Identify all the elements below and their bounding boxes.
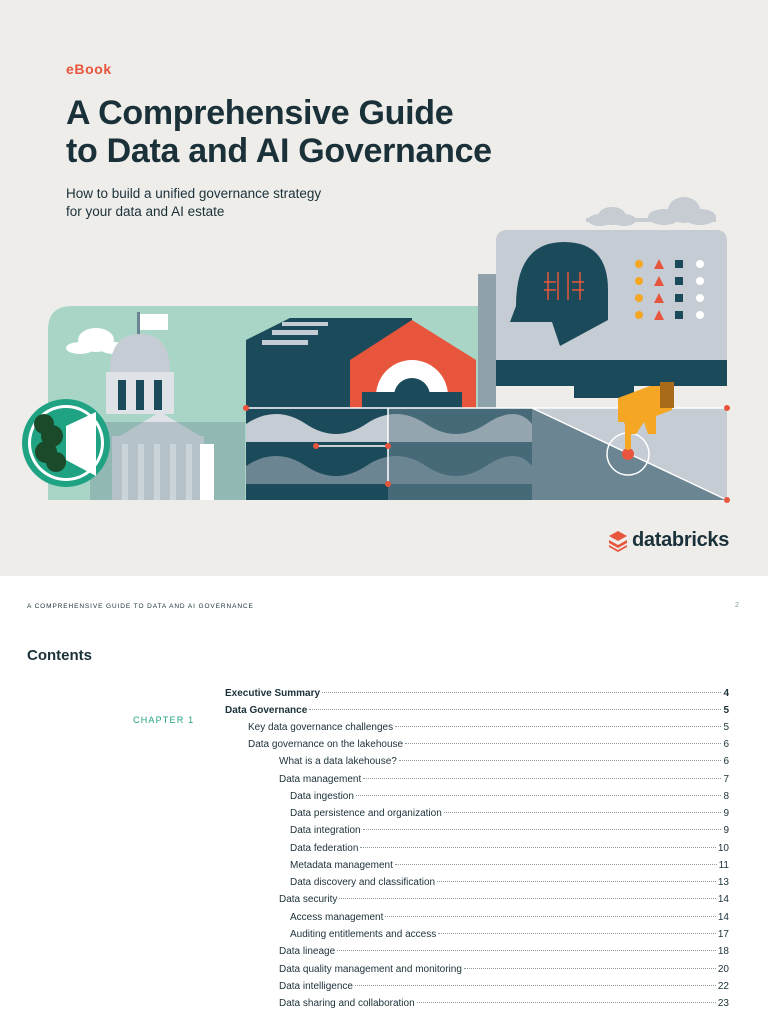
cover-title-line: to Data and AI Governance: [66, 132, 492, 170]
toc-entry[interactable]: [279, 894, 729, 908]
toc-entry[interactable]: [225, 688, 729, 702]
toc-entry-label: Data federation: [290, 843, 359, 854]
cloud-icon: [586, 197, 716, 226]
running-head: A COMPREHENSIVE GUIDE TO DATA AND AI GOVERNANCE: [27, 603, 254, 610]
toc-entry-page: 23: [717, 998, 729, 1009]
toc-entry-page: 13: [717, 877, 729, 888]
toc-leader-dots: [385, 916, 715, 917]
toc-entry-page: 9: [723, 825, 729, 836]
toc-entry[interactable]: [290, 808, 729, 822]
toc-entry[interactable]: [279, 998, 729, 1012]
contents-page: [0, 576, 768, 1024]
toc-entry-page: 6: [723, 739, 729, 750]
toc-entry[interactable]: [279, 981, 729, 995]
toc-entry-page: 7: [723, 774, 729, 785]
toc-leader-dots: [363, 778, 721, 779]
toc-entry-label: Data quality management and monitoring: [279, 964, 462, 975]
megaphone-icon: [22, 399, 110, 487]
toc-entry-label: Key data governance challenges: [248, 722, 394, 733]
toc-leader-dots: [355, 985, 716, 986]
toc-entry[interactable]: [290, 912, 729, 926]
toc-entry[interactable]: [279, 964, 729, 978]
toc-leader-dots: [464, 968, 716, 969]
toc-entry-label: Executive Summary: [225, 688, 321, 699]
toc-entry[interactable]: [248, 722, 729, 736]
toc-entry-page: 17: [717, 929, 729, 940]
toc-entry[interactable]: [290, 843, 729, 857]
toc-entry-label: Data intelligence: [279, 981, 353, 992]
toc-entry[interactable]: [279, 774, 729, 788]
toc-leader-dots: [395, 864, 717, 865]
toc-entry-label: Data integration: [290, 825, 361, 836]
toc-entry-label: Data lineage: [279, 946, 336, 957]
toc-entry-label: Access management: [290, 912, 384, 923]
toc-entry[interactable]: [290, 825, 729, 839]
toc-entry-label: Data ingestion: [290, 791, 354, 802]
cover-title: [66, 94, 586, 170]
toc-entry-page: 10: [717, 843, 729, 854]
toc-entry[interactable]: [279, 946, 729, 960]
toc-entry[interactable]: [290, 791, 729, 805]
databricks-logo-icon: [608, 530, 628, 552]
toc-leader-dots: [363, 829, 722, 830]
toc-entry-label: Data Governance: [225, 705, 308, 716]
databricks-wordmark: databricks: [632, 529, 730, 551]
toc-entry[interactable]: [279, 756, 729, 770]
toc-entry-page: 6: [723, 756, 729, 767]
ebook-eyebrow: eBook: [66, 61, 112, 77]
toc-entry-page: 22: [717, 981, 729, 992]
databricks-logo[interactable]: [608, 529, 729, 552]
toc-leader-dots: [360, 847, 715, 848]
toc-entry-page: 4: [723, 688, 729, 699]
toc-entry-page: 14: [717, 912, 729, 923]
chapter-label: CHAPTER 1: [133, 715, 195, 725]
toc-entry-page: 20: [717, 964, 729, 975]
toc-leader-dots: [438, 933, 716, 934]
toc-entry-page: 9: [723, 808, 729, 819]
toc-entry-label: What is a data lakehouse?: [279, 756, 397, 767]
cover-subtitle-line: How to build a unified governance strategy: [66, 186, 322, 201]
toc-leader-dots: [395, 726, 721, 727]
toc-leader-dots: [309, 709, 721, 710]
page-number: 2: [735, 602, 739, 609]
toc-entry-label: Data security: [279, 894, 338, 905]
toc-leader-dots: [405, 743, 721, 744]
toc-leader-dots: [399, 760, 722, 761]
toc-entry[interactable]: [290, 929, 729, 943]
toc-entry-label: Data management: [279, 774, 362, 785]
toc-entry-page: 11: [718, 860, 729, 871]
toc-entry-label: Data persistence and organization: [290, 808, 442, 819]
toc-leader-dots: [444, 812, 722, 813]
toc-entry-page: 18: [717, 946, 729, 957]
toc-entry-label: Metadata management: [290, 860, 393, 871]
toc-entry[interactable]: [248, 739, 729, 753]
toc-entry[interactable]: [290, 877, 729, 891]
toc-entry-label: Data governance on the lakehouse: [248, 739, 404, 750]
governance-illustration: [0, 190, 768, 510]
toc-entry-page: 8: [723, 791, 729, 802]
toc-entry-page: 14: [717, 894, 729, 905]
contents-heading: Contents: [27, 647, 92, 664]
toc-entry-page: 5: [723, 705, 729, 716]
toc-entry-label: Data sharing and collaboration: [279, 998, 415, 1009]
cover-title-line: A Comprehensive Guide: [66, 94, 454, 132]
cover-subtitle-line: for your data and AI estate: [66, 204, 225, 219]
toc-leader-dots: [437, 881, 716, 882]
toc-entry[interactable]: [290, 860, 729, 874]
toc-leader-dots: [356, 795, 722, 796]
toc-leader-dots: [339, 898, 716, 899]
toc-leader-dots: [417, 1002, 716, 1003]
toc-leader-dots: [322, 692, 721, 693]
toc-leader-dots: [337, 950, 716, 951]
toc-entry-page: 5: [723, 722, 729, 733]
toc-entry[interactable]: [225, 705, 729, 719]
toc-entry-label: Data discovery and classification: [290, 877, 436, 888]
toc-entry-label: Auditing entitlements and access: [290, 929, 437, 940]
